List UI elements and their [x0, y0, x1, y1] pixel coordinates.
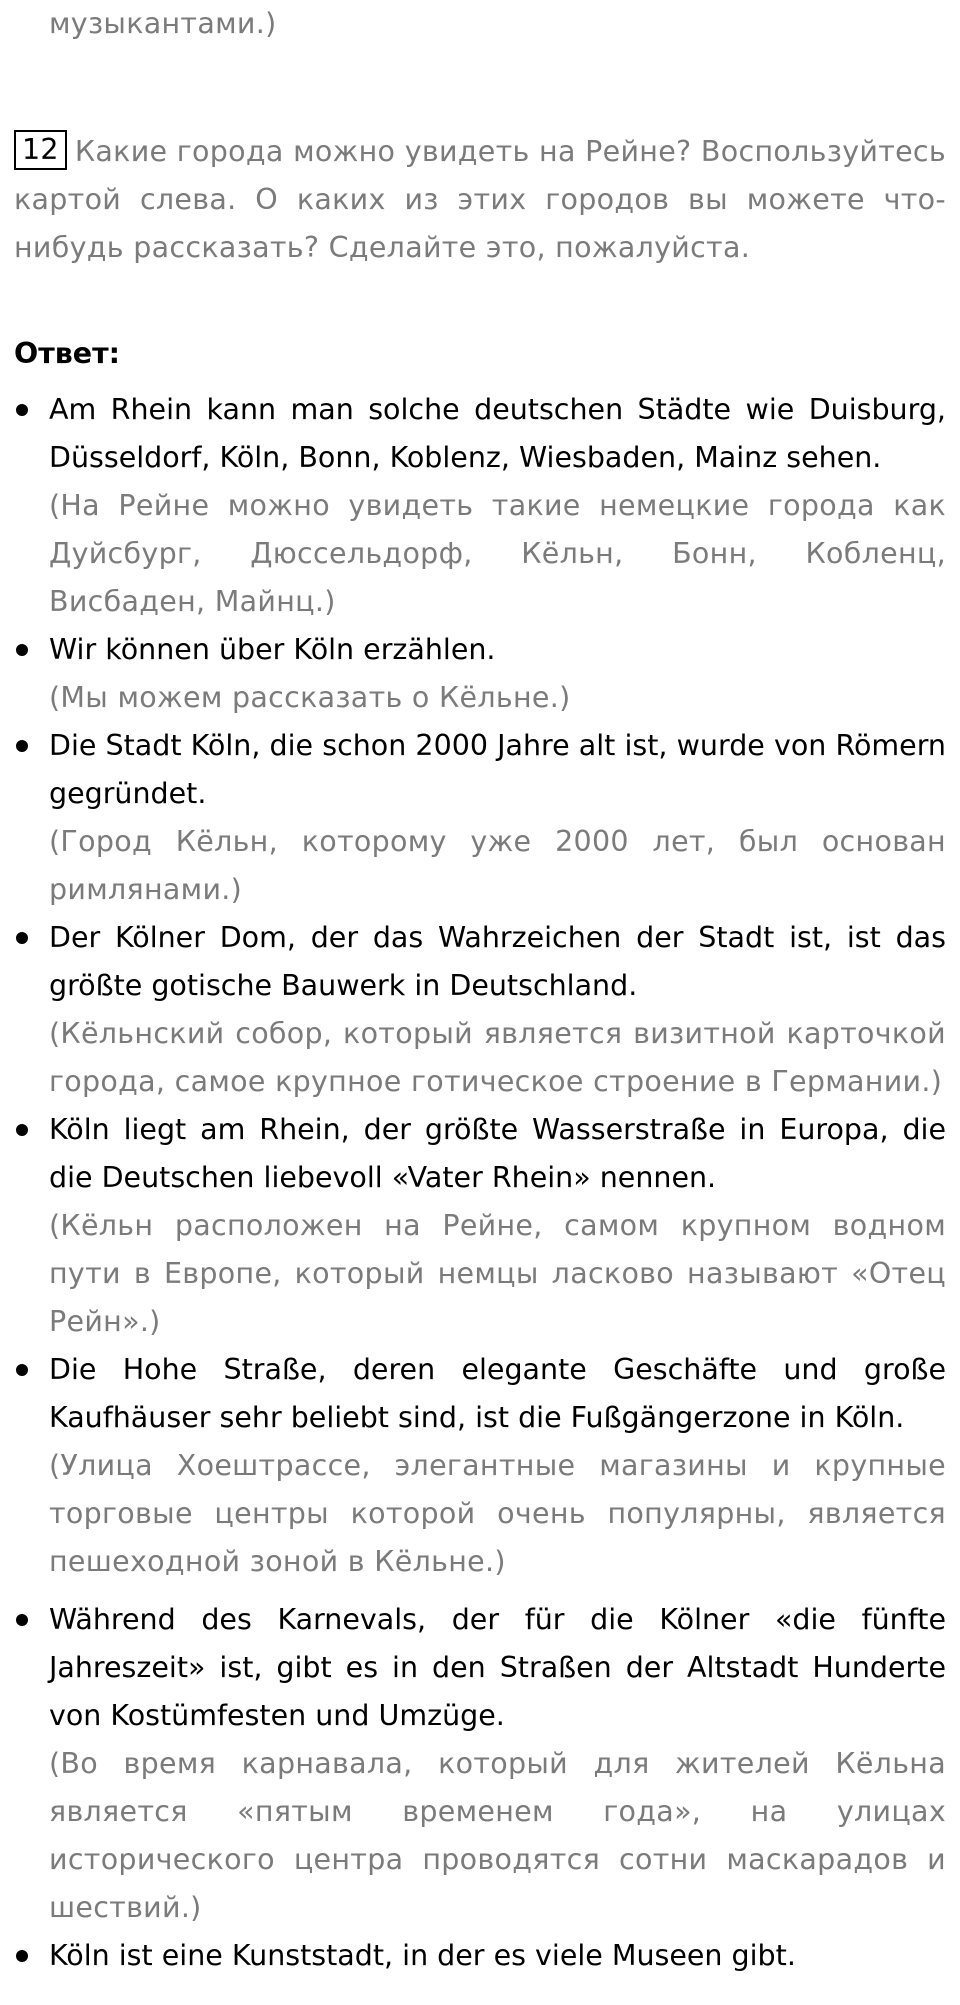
answer-german: Wir können über Köln erzählen.: [49, 633, 496, 666]
task-block: [14, 128, 946, 272]
answer-russian: (Город Кёльн, которому уже 2000 лет, был основан римлянами.): [49, 825, 946, 906]
bullet-icon: [16, 404, 28, 416]
answer-label: Ответ:: [14, 337, 121, 370]
document-page: [14, 0, 946, 1980]
answer-item: [14, 722, 946, 914]
answer-german: Köln liegt am Rhein, der größte Wasserstraße in Europa, die die Deutschen liebevoll «Vater Rhein» nennen.: [49, 1113, 946, 1194]
bullet-icon: [16, 1614, 28, 1626]
answer-russian: (Мы можем рассказать о Кёльне.): [49, 681, 571, 714]
answer-item: [14, 1106, 946, 1346]
answer-german: Während des Karnevals, der für die Kölner «die fünfte Jahreszeit» ist, gibt es in den Straßen der Altstadt Hunderte von Kostümfesten und Umzüge.: [49, 1603, 946, 1732]
answer-russian: (На Рейне можно увидеть такие немецкие города как Дуйсбург, Дюссельдорф, Кёльн, Бонн, Кобленц, Висбаден, Майнц.): [49, 489, 946, 618]
answer-russian: (Кёльнский собор, который является визитной карточкой города, самое крупное готическое строение в Германии.): [49, 1017, 946, 1098]
bullet-icon: [16, 932, 28, 944]
answer-item: [14, 914, 946, 1106]
bullet-icon: [16, 1124, 28, 1136]
answer-item: [14, 1346, 946, 1586]
answer-item: [14, 1596, 946, 1932]
answer-item: [14, 626, 946, 722]
task-question: Какие города можно увидеть на Рейне? Воспользуйтесь картой слева. О каких из этих городов вы можете что-нибудь рассказать? Сделайте это, пожалуйста.: [14, 135, 946, 264]
bullet-icon: [16, 1364, 28, 1376]
answer-item: [14, 1932, 946, 1980]
answer-german: Am Rhein kann man solche deutschen Städte wie Duisburg, Düsseldorf, Köln, Bonn, Koblenz, Wiesbaden, Mainz sehen.: [49, 393, 946, 474]
bullet-icon: [16, 1950, 28, 1962]
task-number-badge: 12: [14, 130, 67, 170]
answer-russian: (Кёльн расположен на Рейне, самом крупном водном пути в Европе, который немцы ласково называют «Отец Рейн».): [49, 1209, 946, 1338]
answer-german: Der Kölner Dom, der das Wahrzeichen der Stadt ist, ist das größte gotische Bauwerk in Deutschland.: [49, 921, 946, 1002]
answer-german: Die Hohe Straße, deren elegante Geschäfte und große Kaufhäuser sehr beliebt sind, ist die Fußgängerzone in Köln.: [49, 1353, 946, 1434]
answer-russian: (Улица Хоештрассе, элегантные магазины и крупные торговые центры которой очень популярны, является пешеходной зоной в Кёльне.): [49, 1449, 946, 1578]
bullet-icon: [16, 740, 28, 752]
answer-item: [14, 386, 946, 626]
answer-german: Die Stadt Köln, die schon 2000 Jahre alt ist, wurde von Römern gegründet.: [49, 729, 946, 810]
answer-list: [14, 386, 946, 1980]
bullet-icon: [16, 644, 28, 656]
answer-german: Köln ist eine Kunststadt, in der es viele Museen gibt.: [49, 1939, 796, 1972]
answer-russian: (Во время карнавала, который для жителей Кёльна является «пятым временем года», на улицах исторического центра проводятся сотни маскарадов и шествий.): [49, 1747, 946, 1924]
lead-in-text: музыкантами.): [49, 7, 277, 40]
